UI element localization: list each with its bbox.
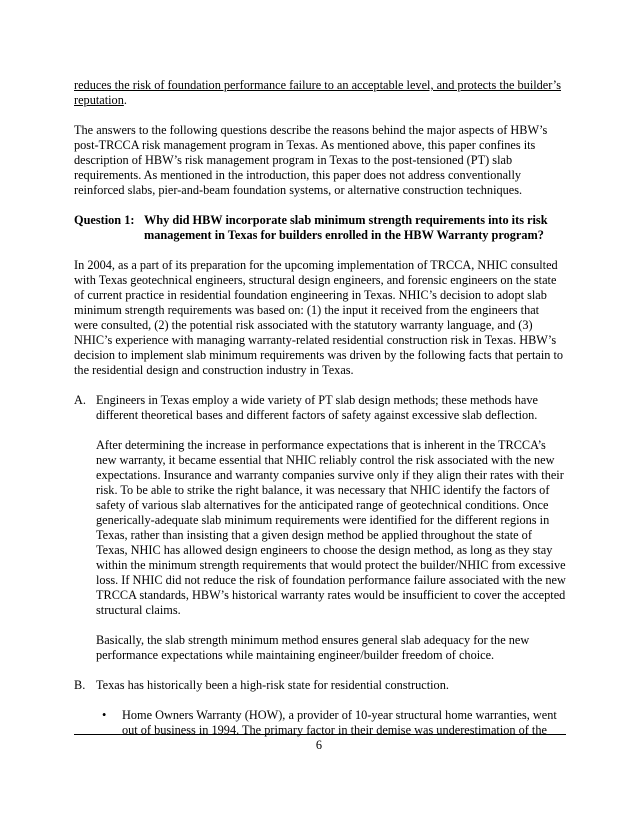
bullet-icon: •: [102, 708, 107, 722]
list-item-a-detail-paragraph: After determining the increase in performance expectations that is inherent in the TRCCA’s new warranty, it became essential that NHIC reliably control the risk associated with the new expectations. Insurance and warranty companies survive only if they align their rates with their risk. To be able to strike the right balance, it was necessary that NHIC identify the factors of safety of various slab alternatives for the anticipated range of geotechnical conditions. Once generically-adequate slab minimum requirements were identified for the different regions in Texas, rather than insisting that a given design method be applied throughout the state of Texas, NHIC has allowed design engineers to choose the design method, as long as they stay within the minimum strength requirements that would protect the builder/NHIC from excessive loss. If NHIC did not reduce the risk of foundation performance failure associated with the new TRCCA standards, HBW’s historical warranty rates would be insufficient to cover the accepted structural claims.: [96, 438, 566, 617]
question-heading: [74, 213, 566, 243]
list-item-a-letter: A.: [74, 393, 86, 407]
footer-divider: [74, 734, 566, 735]
list-item-b-letter: B.: [74, 678, 86, 692]
underlined-text: reduces the risk of foundation performance failure to an acceptable level, and protects the builder’s reputation: [74, 78, 562, 107]
paragraph-end-punctuation: .: [123, 93, 127, 107]
question-label: Question 1:: [74, 213, 135, 227]
list-item-b: [74, 678, 566, 693]
bullet-item-text: Home Owners Warranty (HOW), a provider of 10-year structural home warranties, went out of business in 1994. The primary factor in their demise was underestimation of the: [122, 708, 557, 737]
list-item-a: [74, 393, 566, 423]
list-item-a-summary-paragraph: Basically, the slab strength minimum method ensures general slab adequacy for the new performance expectations while maintaining engineer/builder freedom of choice.: [96, 633, 530, 662]
page-number: 6: [315, 738, 323, 752]
page-content: [74, 78, 566, 738]
list-item-a-text: Engineers in Texas employ a wide variety of PT slab design methods; these methods have different theoretical bases and different factors of safety against excessive slab deflection.: [96, 393, 538, 422]
background-paragraph: In 2004, as a part of its preparation for the upcoming implementation of TRCCA, NHIC consulted with Texas geotechnical engineers, structural design engineers, and forensic engineers on the state of current practice in residential foundation engineering in Texas. NHIC’s decision to adopt slab minimum strength requirements was based on: (1) the input it received from the engineers that were consulted, (2) the potential risk associated with the statutory warranty language, and (3) NHIC’s experience with managing warranty-related residential construction risk in Texas. HBW’s decision to implement slab minimum requirements was driven by the following facts that pertain to the residential design and construction industry in Texas.: [74, 258, 564, 377]
question-text: Why did HBW incorporate slab minimum strength requirements into its risk management in Texas for builders enrolled in the HBW Warranty program?: [144, 213, 548, 242]
list-item-b-text: Texas has historically been a high-risk state for residential construction.: [96, 678, 449, 692]
continued-paragraph: [74, 78, 566, 108]
answers-intro-paragraph: The answers to the following questions describe the reasons behind the major aspects of HBW’s post-TRCCA risk management program in Texas. As mentioned above, this paper confines its description of HBW’s risk management program in Texas to the post-tensioned (PT) slab requirements. As mentioned in the introduction, this paper does not address conventionally reinforced slabs, pier-and-beam foundation systems, or alternative construction techniques.: [74, 123, 548, 197]
